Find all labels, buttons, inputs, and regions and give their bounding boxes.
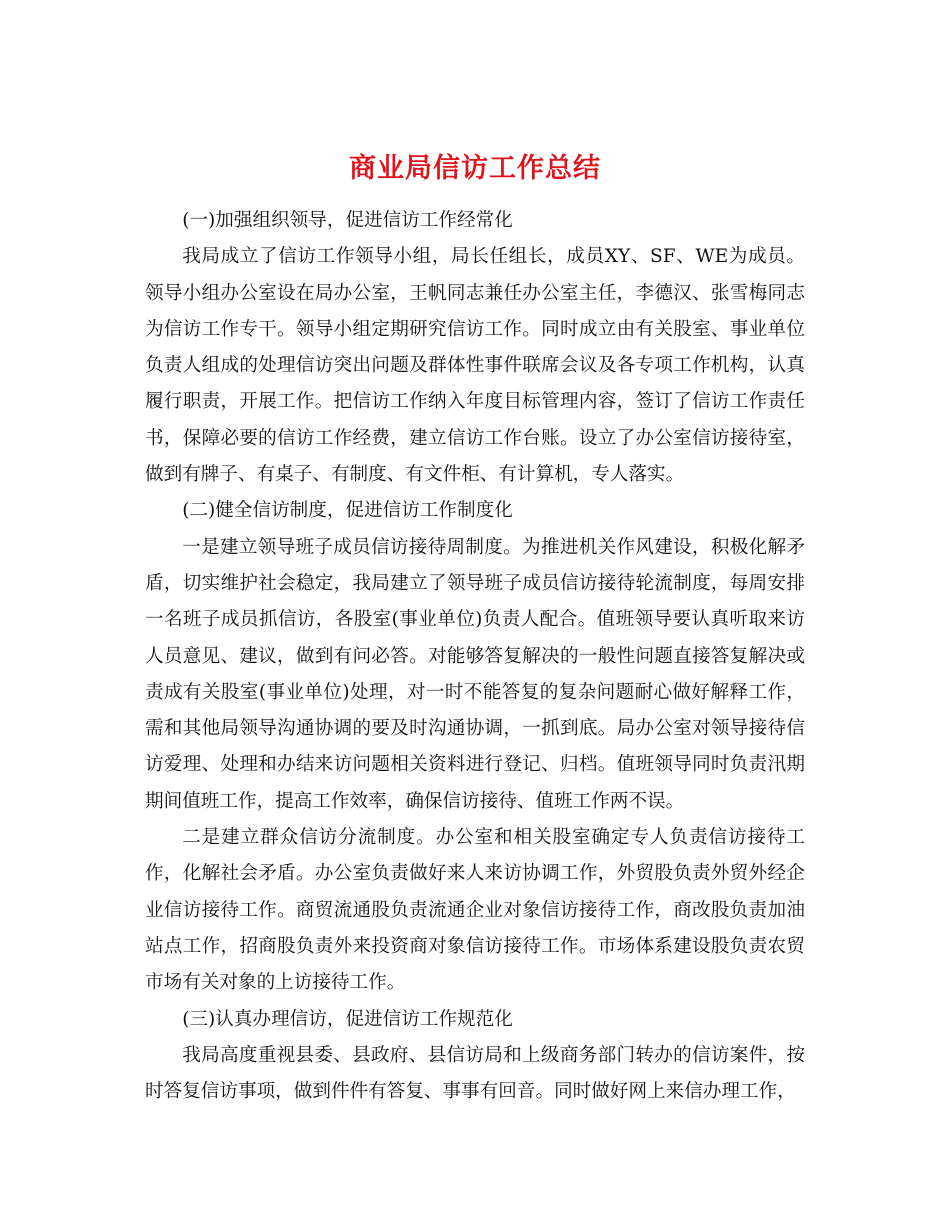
document-title: 商业局信访工作总结 (349, 153, 601, 185)
body-paragraph: 我局成立了信访工作领导小组，局长任组长，成员XY、SF、WE为成员。领导小组办公室设在局办公室，王帆同志兼任办公室主任，李德汉、张雪梅同志为信访工作专干。领导小组定期研究信访工作。同时成立由有关股室、事业单位负责人组成的处理信访突出问题及群体性事件联席会议及各专项工作机构，认真履行职责，开展工作。把信访工作纳入年度目标管理内容，签订了信访工作责任书，保障必要的信访工作经费，建立信访工作台账。设立了办公室信访接待室，做到有牌子、有桌子、有制度、有文件柜、有计算机，专人落实。 (145, 246, 805, 486)
section-heading-3: (三)认真办理信访，促进信访工作规范化 (182, 1008, 513, 1030)
body-paragraph: 二是建立群众信访分流制度。办公室和相关股室确定专人负责信访接待工作，化解社会矛盾。办公室负责做好来人来访协调工作，外贸股负责外贸外经企业信访接待工作。商贸流通股负责流通企业对象信访接待工作，商改股负责加油站点工作，招商股负责外来投资商对象信访接待工作。市场体系建设股负责农贸市场有关对象的上访接待工作。 (145, 827, 805, 994)
document-body (145, 203, 805, 1110)
body-paragraph: 我局高度重视县委、县政府、县信访局和上级商务部门转办的信访案件，按时答复信访事项，做到件件有答复、事事有回音。同时做好网上来信办理工作， (145, 1044, 805, 1103)
section-heading-1: (一)加强组织领导，促进信访工作经常化 (182, 210, 513, 231)
section-heading-2: (二)健全信访制度，促进信访工作制度化 (182, 500, 513, 522)
body-paragraph: 一是建立领导班子成员信访接待周制度。为推进机关作风建设，积极化解矛盾，切实维护社会稳定，我局建立了领导班子成员信访接待轮流制度，每周安排一名班子成员抓信访，各股室(事业单位)负责人配合。值班领导要认真听取来访人员意见、建议，做到有问必答。对能够答复解决的一般性问题直接答复解决或责成有关股室(事业单位)处理，对一时不能答复的复杂问题耐心做好解释工作，需和其他局领导沟通协调的要及时沟通协调，一抓到底。局办公室对领导接待信访爱理、处理和办结来访问题相关资料进行登记、归档。值班领导同时负责汛期期间值班工作，提高工作效率，确保信访接待、值班工作两不误。 (145, 536, 805, 812)
